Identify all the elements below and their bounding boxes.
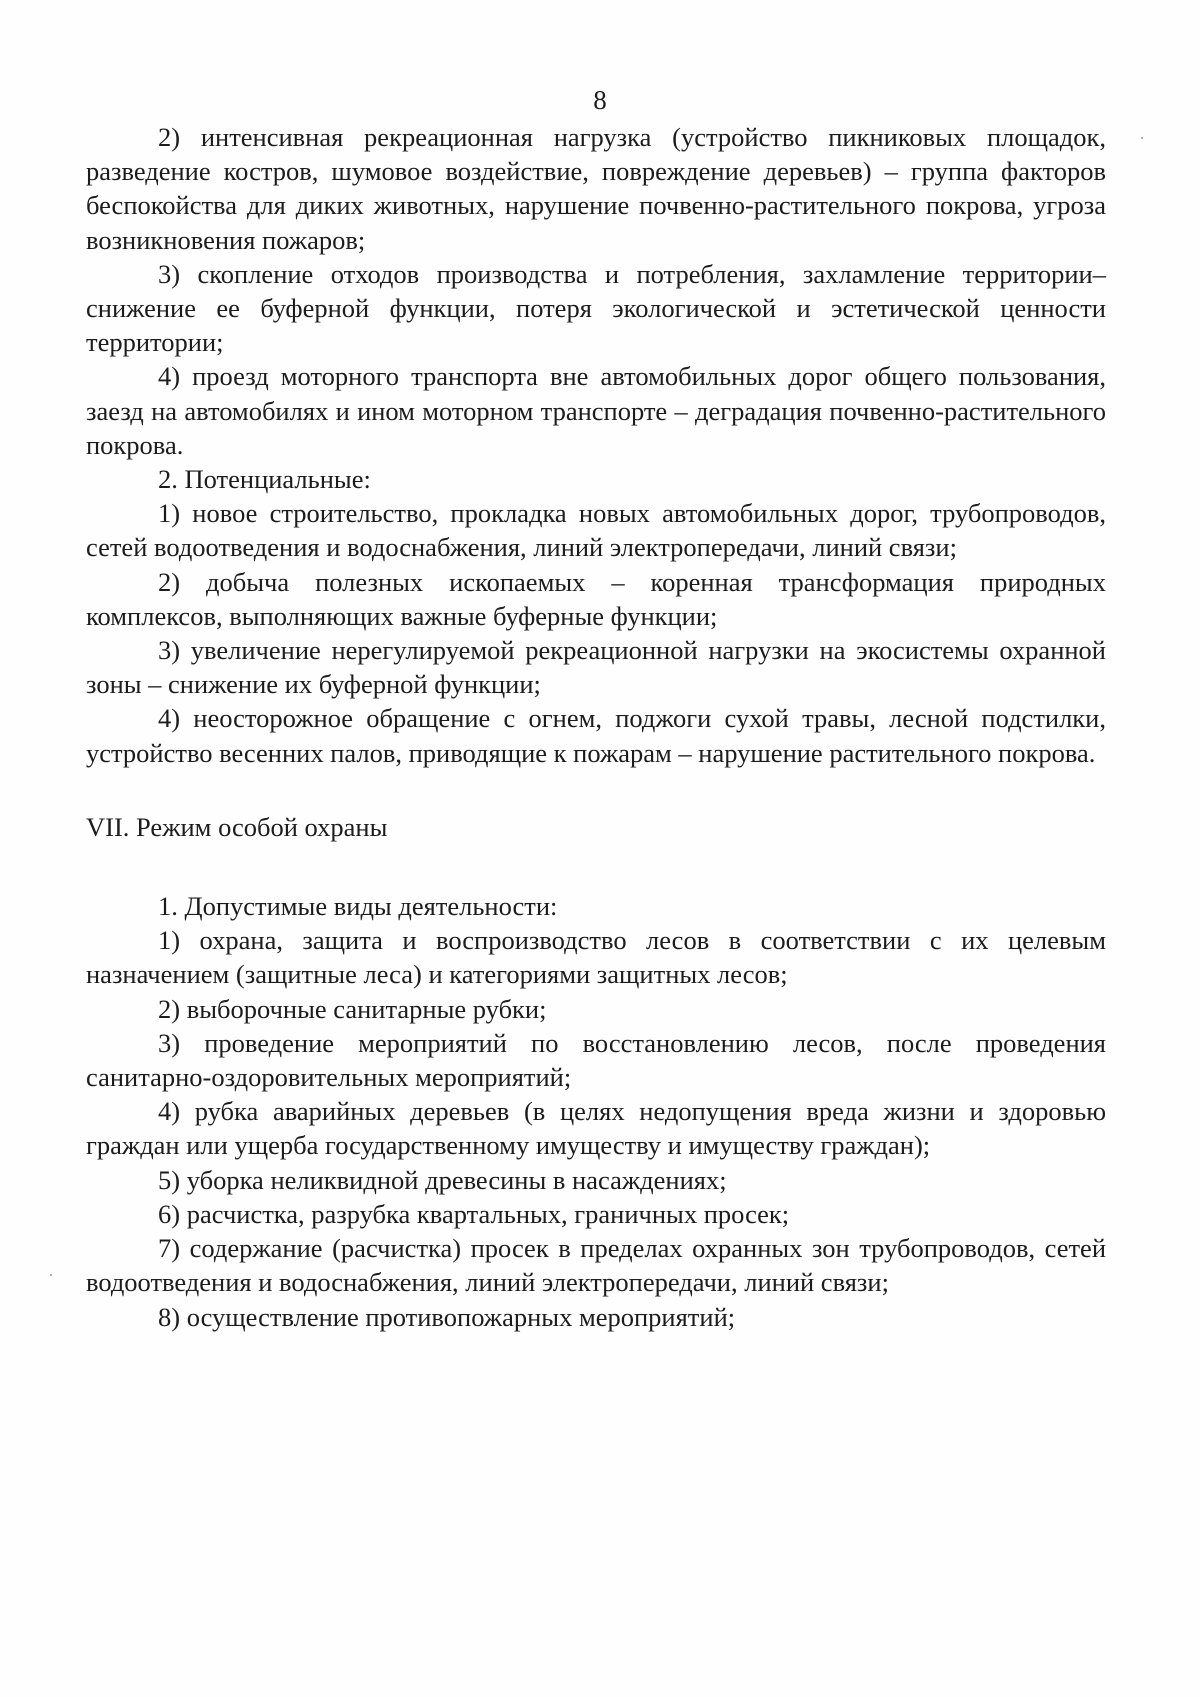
paragraph: 6) расчистка, разрубка квартальных, граничных просек; xyxy=(158,1198,790,1229)
paragraph: 7) содержание (расчистка) просек в пределах охранных зон трубопроводов, сетей водоотведения и водоснабжения, линий электропередачи, линий связи; xyxy=(86,1233,1106,1298)
scan-speck xyxy=(1141,137,1143,139)
paragraph: 3) проведение мероприятий по восстановлению лесов, после проведения санитарно-оздоровительных мероприятий; xyxy=(86,1027,1106,1093)
paragraph: 1) новое строительство, прокладка новых автомобильных дорог, трубопроводов, сетей водоотведения и водоснабжения, линий электропередачи, линий связи; xyxy=(86,498,1106,563)
paragraph: 2) выборочные санитарные рубки; xyxy=(158,993,547,1024)
paragraph: 5) уборка неликвидной древесины в насаждениях; xyxy=(158,1164,727,1195)
paragraph: 2. Потенциальные: xyxy=(158,464,371,495)
scan-speck xyxy=(50,1274,52,1276)
paragraph: 8) осуществление противопожарных мероприятий; xyxy=(158,1301,736,1332)
paragraph: 3) увеличение нерегулируемой рекреационной нагрузки на экосистемы охранной зоны – снижение их буферной функции; xyxy=(86,635,1106,700)
paragraph: 4) рубка аварийных деревьев (в целях недопущения вреда жизни и здоровью граждан или ущерба государственному имуществу и имуществу граждан); xyxy=(86,1096,1106,1161)
paragraph: 2) интенсивная рекреационная нагрузка (устройство пикниковых площадок, разведение костров, шумовое воздействие, повреждение деревьев) – группа факторов беспокойства для диких животных, нарушение почвенно-растительного покрова, угроза возникновения пожаров; xyxy=(86,122,1106,255)
paragraph: 1. Допустимые виды деятельности: xyxy=(158,891,558,922)
paragraph: 3) скопление отходов производства и потребления, захламление территории– снижение ее буферной функции, потеря экологической и эстетической ценности территории; xyxy=(86,258,1106,358)
paragraph: 1) охрана, защита и воспроизводство лесов в соответствии с их целевым назначением (защитные леса) и категориями защитных лесов; xyxy=(86,925,1106,990)
paragraph: 4) проезд моторного транспорта вне автомобильных дорог общего пользования, заезд на автомобилях и ином моторном транспорте – деградация почвенно-растительного покрова. xyxy=(86,361,1106,460)
paragraph: 4) неосторожное обращение с огнем, поджоги сухой травы, лесной подстилки, устройство весенних палов, приводящие к пожарам – нарушение растительного покрова. xyxy=(86,703,1106,768)
section-heading: VII. Режим особой охраны xyxy=(86,811,388,842)
document-body xyxy=(86,120,1106,1334)
paragraph: 2) добыча полезных ископаемых – коренная трансформация природных комплексов, выполняющих важные буферные функции; xyxy=(86,566,1106,631)
page-number: 8 xyxy=(593,85,607,115)
